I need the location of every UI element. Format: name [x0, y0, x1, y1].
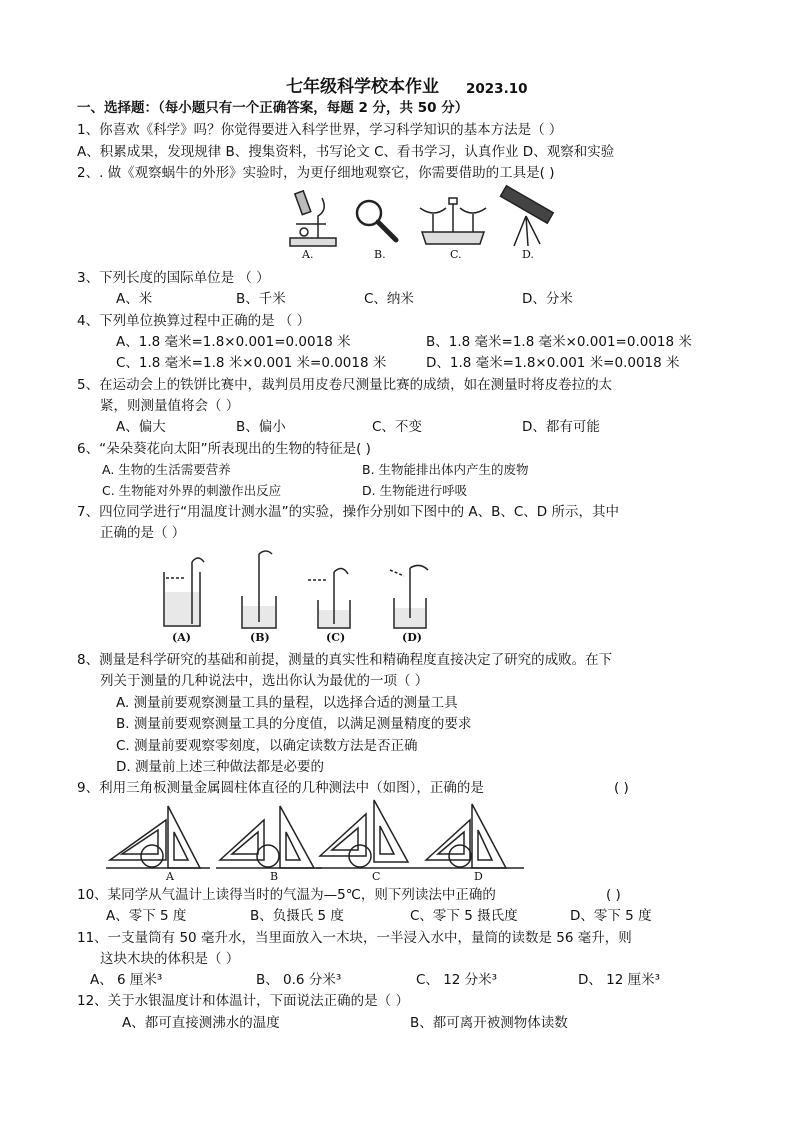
option: C、零下 5 摄氏度	[410, 908, 518, 924]
question-stem: 9、利用三角板测量金属圆柱体直径的几种测法中（如图），正确的是	[77, 780, 484, 796]
option: B、千米	[236, 291, 286, 307]
option: D、零下 5 度	[570, 908, 652, 924]
question-stem: 1、你喜欢《科学》吗？你觉得要进入科学世界，学习科学知识的基本方法是（ ）	[77, 122, 563, 138]
figure-label: A.	[302, 248, 314, 261]
triangle-rulers-figure	[104, 800, 524, 872]
balance-figure	[416, 194, 490, 246]
question-stem-cont: 紧，则测量值将会（ ）	[100, 398, 240, 414]
question-stem-cont: 这块木块的体积是（ ）	[100, 951, 240, 967]
microscope-figure	[282, 190, 342, 248]
figure-label: (A)	[172, 631, 191, 644]
option: B、偏小	[236, 419, 286, 435]
thermometer-beakers-figure	[158, 548, 438, 630]
option: A、都可直接测沸水的温度	[122, 1015, 280, 1031]
option: D、都有可能	[522, 419, 600, 435]
section-heading: 一、选择题：（每小题只有一个正确答案，每题 2 分，共 50 分）	[77, 100, 469, 116]
option: C. 测量前要观察零刻度，以确定读数方法是否正确	[116, 738, 418, 754]
option: A、零下 5 度	[106, 908, 187, 924]
option: D. 生物能进行呼吸	[362, 483, 468, 498]
question-stem: 11、一支量筒有 50 毫升水，当里面放入一木块，一半浸入水中，量筒的读数是 56 毫升，则	[77, 930, 632, 946]
option: C、 12 分米³	[416, 972, 498, 988]
option: C、不变	[372, 419, 422, 435]
question-stem: 3、下列长度的国际单位是 （ ）	[77, 270, 270, 286]
question-stem: 12、关于水银温度计和体温计，下面说法正确的是（ ）	[77, 993, 409, 1009]
option: C. 生物能对外界的刺激作出反应	[102, 483, 282, 498]
option: A. 生物的生活需要营养	[102, 462, 231, 477]
telescope-figure	[496, 186, 562, 248]
figure-label: D.	[522, 248, 534, 261]
option: D、1.8 毫米=1.8×0.001 米=0.0018 米	[426, 355, 680, 371]
page-date: 2023.10	[466, 81, 528, 97]
option: D、分米	[522, 291, 573, 307]
option: B. 测量前要观察测量工具的分度值，以满足测量精度的要求	[116, 716, 472, 732]
question-stem: 10、某同学从气温计上读得当时的气温为—5℃，则下列读法中正确的	[77, 887, 496, 903]
question-stem: 7、四位同学进行“用温度计测水温”的实验，操作分别如下图中的 A、B、C、D 所示，其中	[77, 504, 619, 520]
option: A、 6 厘米³	[90, 972, 163, 988]
option: A、偏大	[116, 419, 166, 435]
figure-label: C	[372, 870, 381, 883]
answer-blank: ( )	[606, 887, 621, 903]
option: B、都可离开被测物体读数	[410, 1015, 568, 1031]
figure-label: B	[270, 870, 279, 883]
option: B、负摄氏 5 度	[250, 908, 344, 924]
question-stem: 5、在运动会上的铁饼比赛中，裁判员用皮卷尺测量比赛的成绩，如在测量时将皮卷拉的太	[77, 377, 613, 393]
option: B、 0.6 分米³	[256, 972, 342, 988]
figure-label: D	[474, 870, 483, 883]
option: A、1.8 毫米=1.8×0.001=0.0018 米	[116, 334, 351, 350]
option: A、米	[116, 291, 153, 307]
option: C、1.8 毫米=1.8 米×0.001 米=0.0018 米	[116, 355, 387, 371]
question-stem: 8、测量是科学研究的基础和前提，测量的真实性和精确程度直接决定了研究的成败。在下	[77, 652, 613, 668]
question-stem-cont: 列关于测量的几种说法中，选出你认为最优的一项（ ）	[100, 673, 429, 689]
figure-label: (B)	[250, 631, 270, 644]
question-stem-cont: 正确的是（ ）	[100, 525, 186, 541]
figure-label: C.	[450, 248, 462, 261]
figure-label: (D)	[402, 631, 422, 644]
figure-label: (C)	[326, 631, 346, 644]
option: A. 测量前要观察测量工具的量程，以选择合适的测量工具	[116, 695, 458, 711]
question-stem: 2、. 做《观察蜗牛的外形》实验时，为更仔细地观察它，你需要借助的工具是( )	[77, 165, 555, 181]
question-stem: 4、下列单位换算过程中正确的是 （ ）	[77, 313, 311, 329]
option: D. 测量前上述三种做法都是必要的	[116, 759, 324, 775]
option: C、纳米	[364, 291, 414, 307]
figure-label: B.	[374, 248, 386, 261]
option: D、 12 厘米³	[578, 972, 661, 988]
answer-blank: ( )	[614, 780, 629, 796]
figure-label: A	[166, 870, 174, 883]
magnifier-figure	[352, 196, 402, 246]
question-options: A、积累成果，发现规律 B、搜集资料，书写论文 C、看书学习，认真作业 D、观察和实验	[77, 144, 615, 160]
question-stem: 6、“朵朵葵花向太阳”所表现出的生物的特征是( )	[77, 441, 371, 457]
page-title: 七年级科学校本作业	[286, 77, 439, 97]
option: B. 生物能排出体内产生的废物	[362, 462, 529, 477]
option: B、1.8 毫米=1.8 毫米×0.001=0.0018 米	[426, 334, 692, 350]
